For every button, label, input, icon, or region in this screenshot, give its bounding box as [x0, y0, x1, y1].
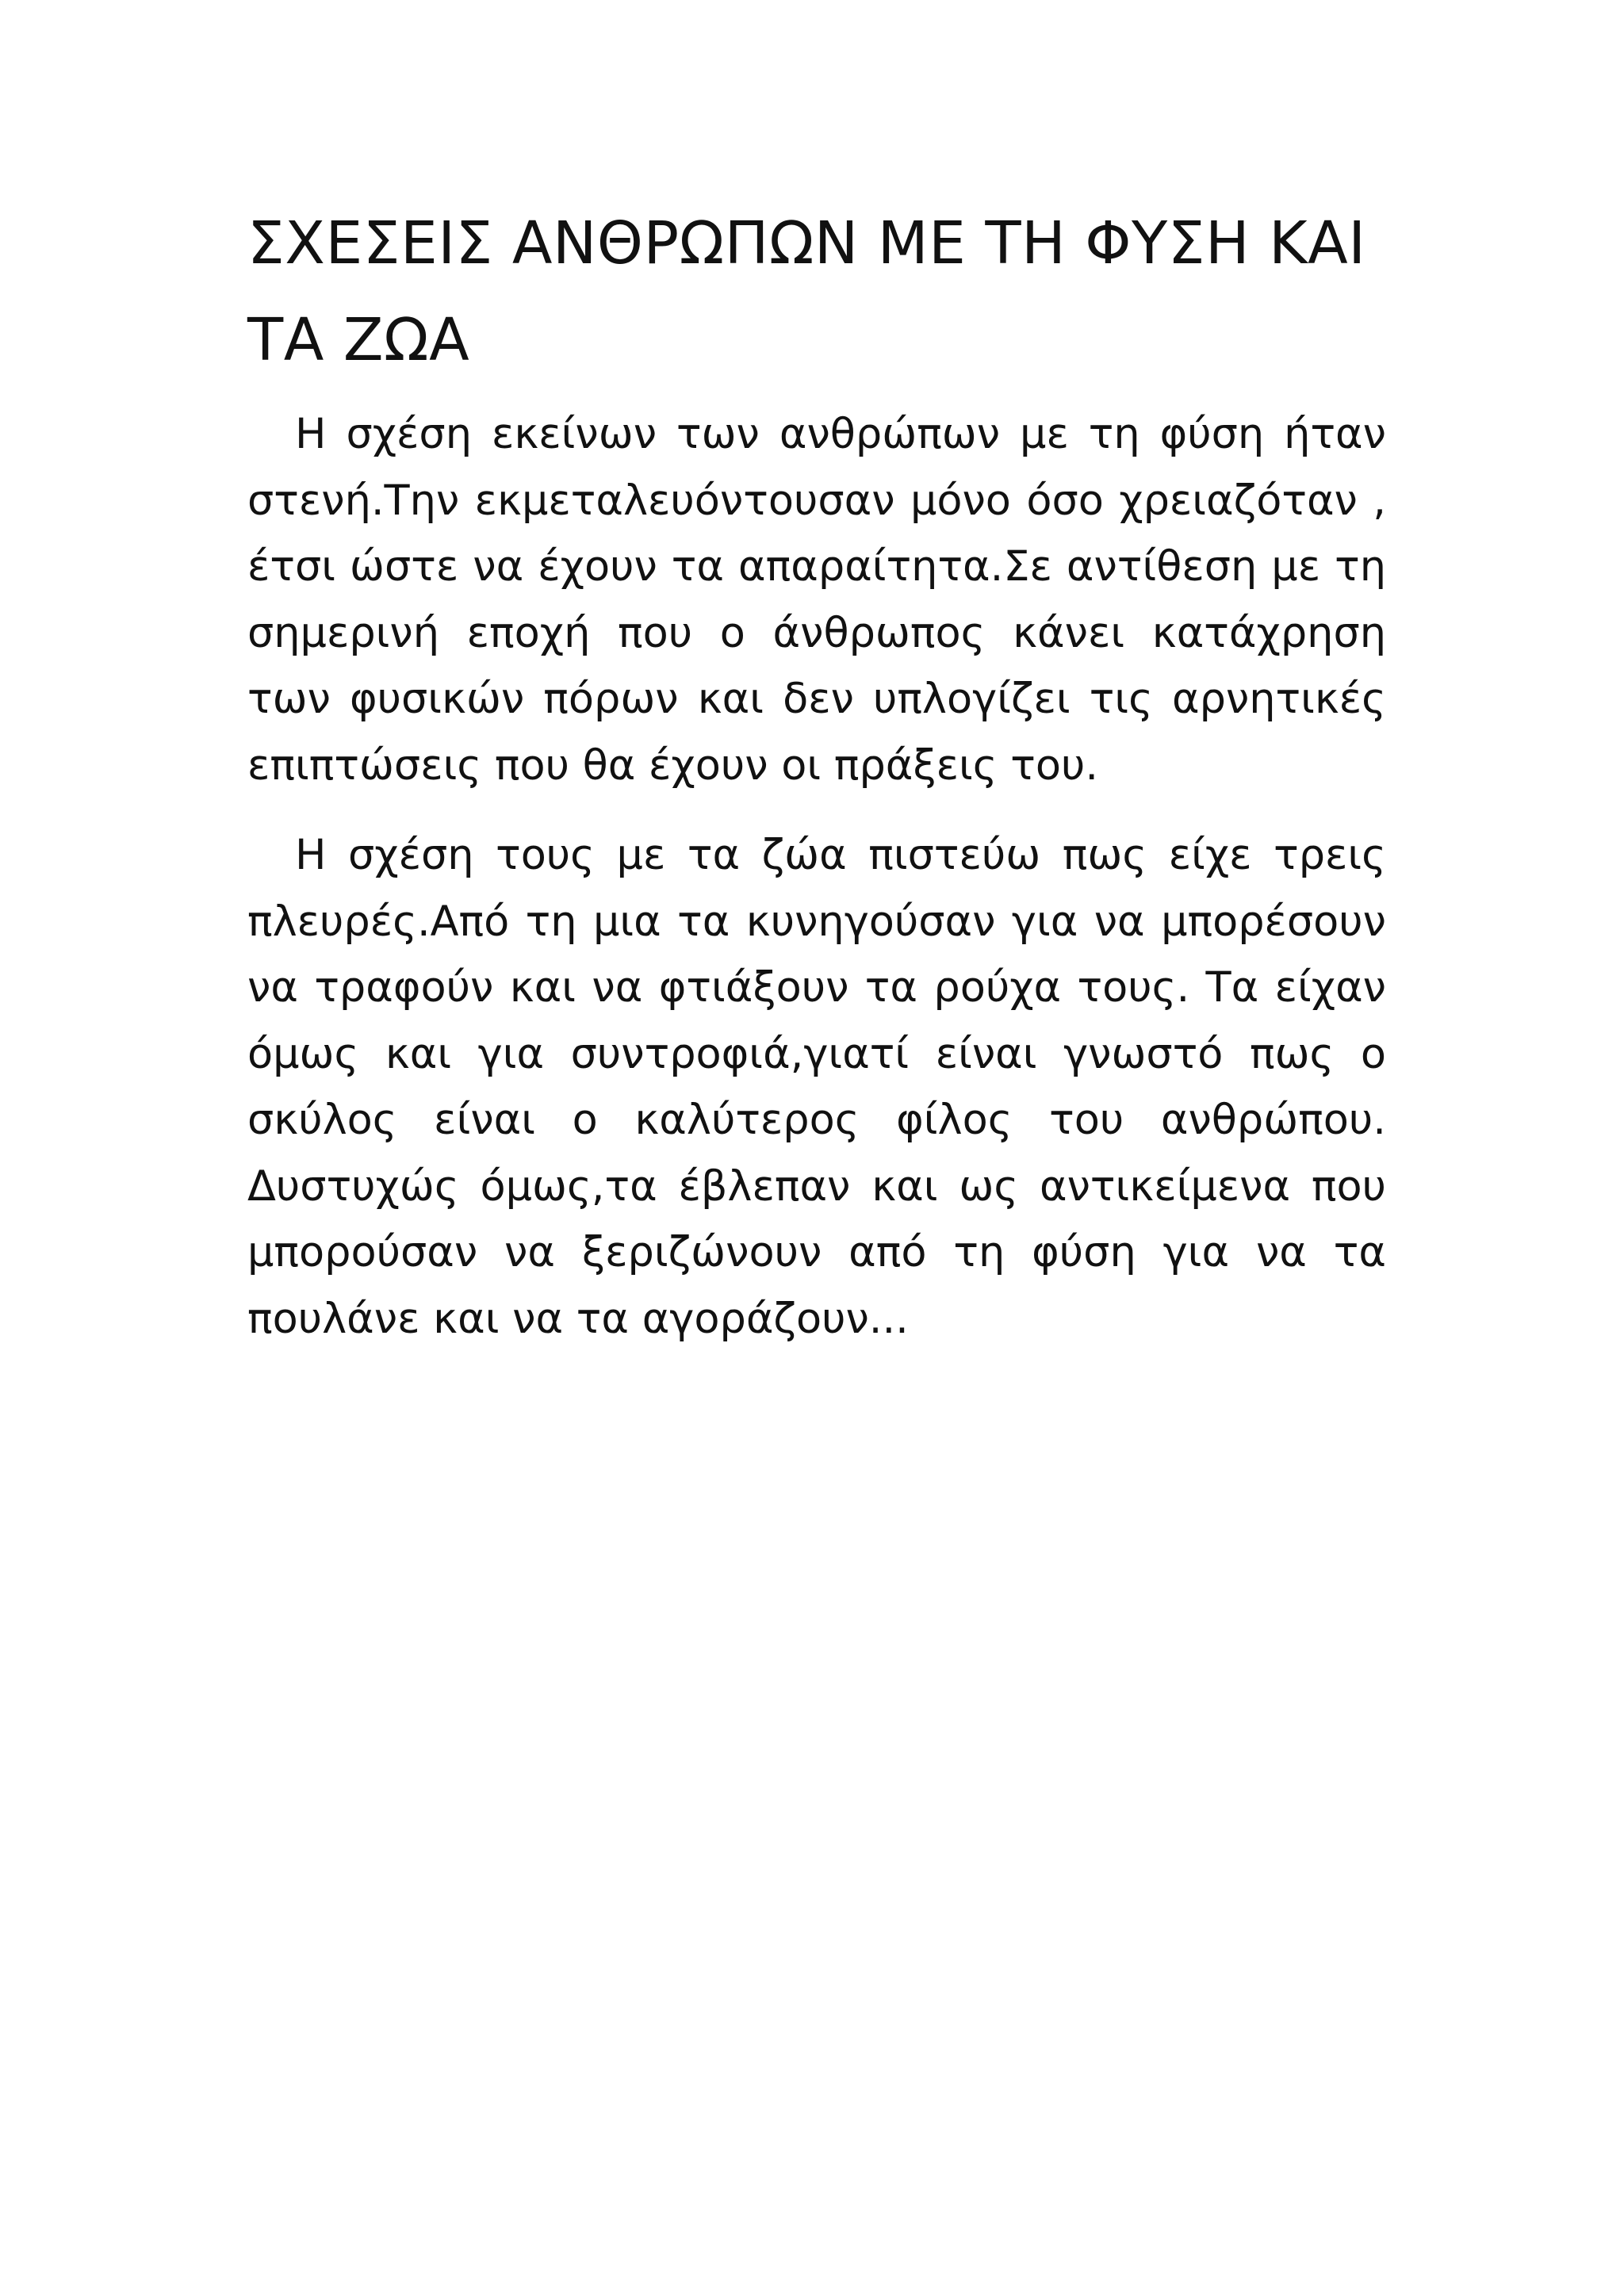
- document-body: [247, 195, 1386, 1352]
- paragraph-nature: Η σχέση εκείνων των ανθρώπων με τη φύση ήταν στενή.Την εκμεταλευόντουσαν μόνο όσο χρειαζόταν , έτσι ώστε να έχουν τα απαραίτητα.Σε αντίθεση με τη σημερινή εποχή που ο άνθρωπος κάνει κατάχρηση των φυσικών πόρων και δεν υπλογίζει τις αρνητικές επιπτώσεις που θα έχουν οι πράξεις του.: [247, 410, 1386, 790]
- paragraph-animals: Η σχέση τους με τα ζώα πιστεύω πως είχε τρεις πλευρές.Από τη μια τα κυνηγούσαν για να μπορέσουν να τραφούν και να φτιάξουν τα ρούχα τους. Τα είχαν όμως και για συντροφιά,γιατί είναι γνωστό πως ο σκύλος είναι ο καλύτερος φίλος του ανθρώπου. Δυστυχώς όμως,τα έβλεπαν και ως αντικείμενα που μπορούσαν να ξεριζώνουν από τη φύση για να τα πουλάνε και να τα αγοράζουν...: [247, 831, 1386, 1343]
- document-title: ΣΧΕΣΕΙΣ ΑΝΘΡΩΠΩΝ ΜΕ ΤΗ ΦΥΣΗ ΚΑΙ ΤΑ ΖΩΑ: [247, 209, 1366, 374]
